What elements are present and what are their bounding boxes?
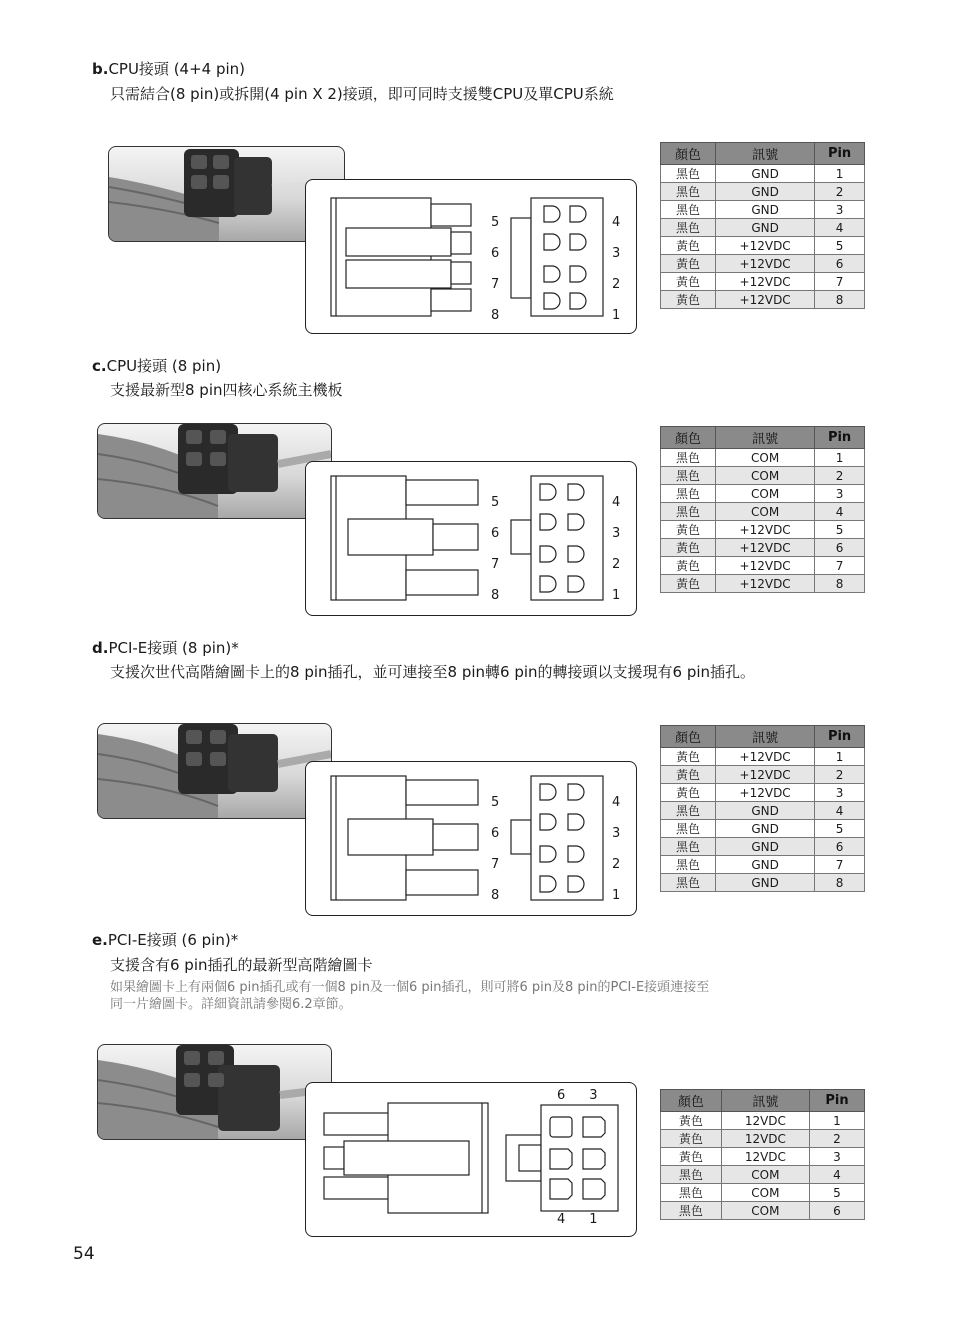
- pin-table-d: [660, 725, 865, 892]
- cell: 2: [815, 183, 865, 201]
- cell: 黑色: [661, 503, 716, 521]
- table-row: [661, 219, 865, 237]
- pin-label: 8: [491, 308, 500, 323]
- pin-label: 6: [491, 246, 500, 261]
- table-row: [661, 165, 865, 183]
- col-header: 顏色: [661, 1090, 722, 1112]
- cell: 8: [815, 291, 865, 309]
- cell: 1: [815, 748, 865, 766]
- cell: 7: [815, 557, 865, 575]
- pin-label: 4: [612, 795, 621, 810]
- cell: COM: [721, 1166, 809, 1184]
- table-row: [661, 784, 865, 802]
- cell: 6: [815, 838, 865, 856]
- pin-label: 2: [612, 277, 621, 292]
- cell: +12VDC: [716, 521, 815, 539]
- table-row: [661, 820, 865, 838]
- pin-labels-top: [557, 1088, 598, 1103]
- cell: 黑色: [661, 449, 716, 467]
- col-header: 訊號: [716, 143, 815, 165]
- cell: COM: [721, 1202, 809, 1220]
- table-row: [661, 503, 865, 521]
- cell: 黑色: [661, 485, 716, 503]
- pin-table-b: [660, 142, 865, 309]
- pin-label: 6: [557, 1088, 566, 1103]
- pin-label: 5: [491, 215, 500, 230]
- cell: 黑色: [661, 201, 716, 219]
- pin-label: 7: [491, 557, 500, 572]
- cell: 黃色: [661, 557, 716, 575]
- table-row: [661, 1184, 865, 1202]
- cpu-4plus4-pin-diagram: [305, 179, 637, 334]
- pcie-8pin-connector-photo: [97, 723, 332, 819]
- table-row: [661, 1148, 865, 1166]
- table-row: [661, 183, 865, 201]
- pin-label: 4: [557, 1212, 566, 1227]
- pin-label: 3: [612, 826, 621, 841]
- section-c-title: [92, 355, 221, 376]
- table-row: [661, 748, 865, 766]
- pin-labels-left: [491, 487, 499, 611]
- cell: 黑色: [661, 802, 716, 820]
- cell: 黑色: [661, 1184, 722, 1202]
- cell: COM: [716, 449, 815, 467]
- cell: 8: [815, 575, 865, 593]
- pin-label: 7: [491, 277, 500, 292]
- cell: 12VDC: [721, 1112, 809, 1130]
- pin-label: 3: [589, 1088, 598, 1103]
- pin-label: 4: [612, 495, 621, 510]
- cell: 2: [815, 467, 865, 485]
- pin-labels-right: [612, 207, 620, 331]
- section-e-title-text: PCI-E接頭 (6 pin)*: [107, 931, 239, 949]
- cell: 5: [815, 820, 865, 838]
- cell: +12VDC: [716, 748, 815, 766]
- section-e-letter: e.: [92, 931, 108, 949]
- pin-label: 1: [612, 888, 621, 903]
- pin-label: 5: [491, 795, 500, 810]
- pin-label: 1: [612, 588, 621, 603]
- cell: 6: [815, 539, 865, 557]
- cell: 3: [815, 784, 865, 802]
- cell: 12VDC: [721, 1148, 809, 1166]
- cell: COM: [716, 503, 815, 521]
- cell: GND: [716, 820, 815, 838]
- pin-label: 3: [612, 526, 621, 541]
- table-row: [661, 838, 865, 856]
- section-d-letter: d.: [92, 639, 109, 657]
- pcie-6pin-connector-photo: [97, 1044, 332, 1140]
- table-row: [661, 467, 865, 485]
- cell: +12VDC: [716, 557, 815, 575]
- section-b-title-text: CPU接頭 (4+4 pin): [108, 60, 246, 78]
- cell: 黑色: [661, 1166, 722, 1184]
- pin-labels-left: [491, 207, 499, 331]
- cell: 黃色: [661, 784, 716, 802]
- section-e-note: [110, 979, 709, 1013]
- cell: 1: [815, 449, 865, 467]
- table-row: [661, 557, 865, 575]
- pin-labels-right: [612, 787, 620, 911]
- cell: 黃色: [661, 766, 716, 784]
- cell: 黑色: [661, 820, 716, 838]
- cell: 2: [815, 766, 865, 784]
- cell: 黑色: [661, 219, 716, 237]
- cell: 12VDC: [721, 1130, 809, 1148]
- col-header: Pin: [815, 427, 865, 449]
- cell: 7: [815, 856, 865, 874]
- cell: 黃色: [661, 1148, 722, 1166]
- cell: 1: [810, 1112, 865, 1130]
- cell: 黃色: [661, 237, 716, 255]
- col-header: Pin: [815, 143, 865, 165]
- pin-label: 6: [491, 526, 500, 541]
- table-row: [661, 802, 865, 820]
- col-header: 顏色: [661, 726, 716, 748]
- col-header: 顏色: [661, 143, 716, 165]
- cell: +12VDC: [716, 237, 815, 255]
- section-b-subtitle: 只需結合(8 pin)或拆開(4 pin X 2)接頭，即可同時支援雙CPU及單CPU系統: [110, 85, 614, 103]
- cell: GND: [716, 802, 815, 820]
- col-header: 訊號: [716, 726, 815, 748]
- pin-labels-right: [612, 487, 620, 611]
- pin-table-e: [660, 1089, 865, 1220]
- table-row: [661, 539, 865, 557]
- cell: 3: [815, 485, 865, 503]
- cell: 4: [815, 503, 865, 521]
- cell: 黑色: [661, 1202, 722, 1220]
- table-row: [661, 1112, 865, 1130]
- cell: 8: [815, 874, 865, 892]
- pin-label: 5: [491, 495, 500, 510]
- cpu-8pin-connector-photo: [97, 423, 332, 519]
- cell: GND: [716, 838, 815, 856]
- table-row: [661, 201, 865, 219]
- cell: 黃色: [661, 1130, 722, 1148]
- cell: 6: [815, 255, 865, 273]
- section-c-title-text: CPU接頭 (8 pin): [106, 357, 222, 375]
- cell: 黃色: [661, 748, 716, 766]
- cell: 黑色: [661, 856, 716, 874]
- cell: +12VDC: [716, 766, 815, 784]
- col-header: 顏色: [661, 427, 716, 449]
- pin-label: 4: [612, 215, 621, 230]
- cell: COM: [716, 485, 815, 503]
- cell: COM: [716, 467, 815, 485]
- cell: 5: [815, 521, 865, 539]
- section-e-title: [92, 929, 238, 950]
- cell: +12VDC: [716, 539, 815, 557]
- cell: 2: [810, 1130, 865, 1148]
- pin-label: 2: [612, 857, 621, 872]
- section-d-title: [92, 637, 239, 658]
- pin-label: 3: [612, 246, 621, 261]
- cell: 6: [810, 1202, 865, 1220]
- cell: GND: [716, 183, 815, 201]
- section-c-subtitle: 支援最新型8 pin四核心系統主機板: [110, 381, 343, 399]
- pcie-8pin-pin-diagram: [305, 761, 637, 916]
- cell: 5: [810, 1184, 865, 1202]
- cell: 3: [815, 201, 865, 219]
- cell: 3: [810, 1148, 865, 1166]
- table-row: [661, 255, 865, 273]
- pin-label: 1: [612, 308, 621, 323]
- cell: +12VDC: [716, 255, 815, 273]
- cell: 4: [815, 802, 865, 820]
- pin-labels-left: [491, 787, 499, 911]
- cell: 黑色: [661, 838, 716, 856]
- cell: GND: [716, 874, 815, 892]
- cell: GND: [716, 165, 815, 183]
- cell: 黃色: [661, 575, 716, 593]
- pin-label: 1: [589, 1212, 598, 1227]
- cell: GND: [716, 856, 815, 874]
- table-row: [661, 766, 865, 784]
- cell: 黃色: [661, 291, 716, 309]
- pin-labels-bottom: [557, 1212, 598, 1227]
- cell: 黑色: [661, 183, 716, 201]
- table-row: [661, 1130, 865, 1148]
- section-b-letter: b.: [92, 60, 109, 78]
- cell: 7: [815, 273, 865, 291]
- page-number: 54: [73, 1244, 95, 1264]
- cell: 5: [815, 237, 865, 255]
- col-header: Pin: [810, 1090, 865, 1112]
- cell: GND: [716, 219, 815, 237]
- table-row: [661, 273, 865, 291]
- cell: 4: [810, 1166, 865, 1184]
- table-row: [661, 1166, 865, 1184]
- section-e-subtitle: 支援含有6 pin插孔的最新型高階繪圖卡: [110, 956, 373, 974]
- pin-label: 2: [612, 557, 621, 572]
- table-row: [661, 291, 865, 309]
- cell: 黃色: [661, 521, 716, 539]
- pin-label: 8: [491, 888, 500, 903]
- cell: 1: [815, 165, 865, 183]
- table-row: [661, 856, 865, 874]
- col-header: Pin: [815, 726, 865, 748]
- cell: 黃色: [661, 255, 716, 273]
- table-row: [661, 874, 865, 892]
- cell: +12VDC: [716, 273, 815, 291]
- col-header: 訊號: [721, 1090, 809, 1112]
- section-d-subtitle: 支援次世代高階繪圖卡上的8 pin插孔，並可連接至8 pin轉6 pin的轉接頭以支援現有6 pin插孔。: [110, 663, 756, 681]
- col-header: 訊號: [716, 427, 815, 449]
- section-c-letter: c.: [92, 357, 107, 375]
- section-d-title-text: PCI-E接頭 (8 pin)*: [108, 639, 239, 657]
- pin-label: 8: [491, 588, 500, 603]
- cell: 黃色: [661, 539, 716, 557]
- cell: 黑色: [661, 165, 716, 183]
- table-row: [661, 575, 865, 593]
- cell: 4: [815, 219, 865, 237]
- table-row: [661, 449, 865, 467]
- pin-table-c: [660, 426, 865, 593]
- note-line: 如果繪圖卡上有兩個6 pin插孔或有一個8 pin及一個6 pin插孔，則可將6 pin及8 pin的PCI-E接頭連接至: [110, 980, 710, 995]
- cell: +12VDC: [716, 575, 815, 593]
- section-b-title: [92, 58, 245, 79]
- cell: COM: [721, 1184, 809, 1202]
- table-row: [661, 485, 865, 503]
- cell: 黃色: [661, 1112, 722, 1130]
- note-line: 同一片繪圖卡。詳細資訊請參閱6.2章節。: [110, 997, 352, 1012]
- cell: +12VDC: [716, 291, 815, 309]
- pin-label: 6: [491, 826, 500, 841]
- table-row: [661, 1202, 865, 1220]
- cpu-8pin-pin-diagram: [305, 461, 637, 616]
- pin-label: 7: [491, 857, 500, 872]
- cell: +12VDC: [716, 784, 815, 802]
- table-row: [661, 521, 865, 539]
- cell: GND: [716, 201, 815, 219]
- cell: 黃色: [661, 273, 716, 291]
- cell: 黑色: [661, 467, 716, 485]
- table-row: [661, 237, 865, 255]
- cell: 黑色: [661, 874, 716, 892]
